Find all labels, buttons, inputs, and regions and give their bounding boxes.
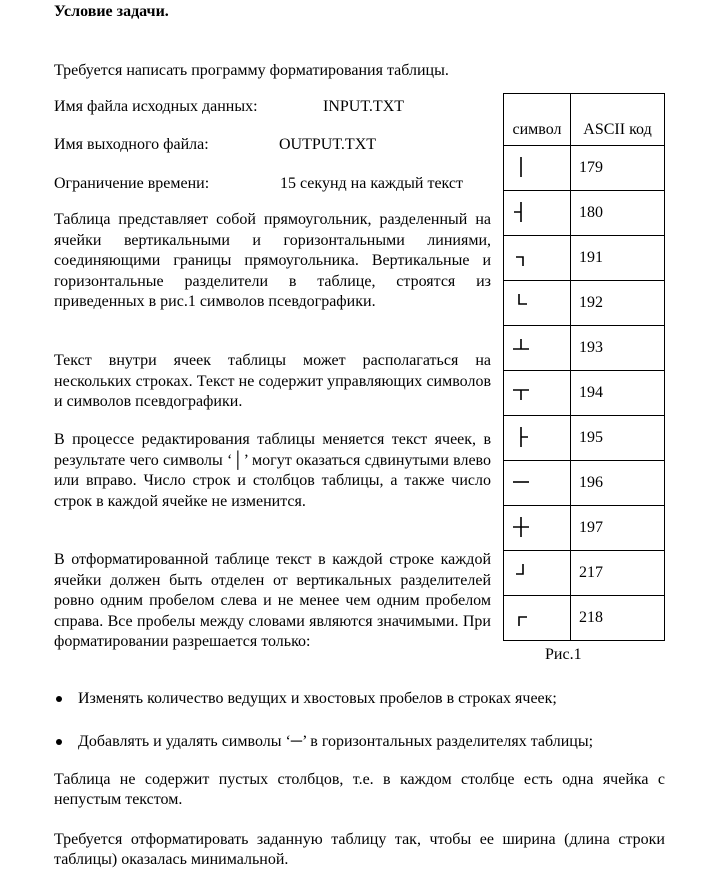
symbol-cell — [504, 461, 571, 506]
symbol-cell — [504, 506, 571, 551]
code-cell: 197 — [571, 506, 665, 551]
code-cell: 217 — [571, 551, 665, 596]
box-up-left-icon — [510, 561, 532, 583]
code-cell: 193 — [571, 326, 665, 371]
code-cell: 194 — [571, 371, 665, 416]
code-cell: 218 — [571, 596, 665, 641]
input-file-value: INPUT.TXT — [323, 98, 405, 115]
symbol-cell — [504, 596, 571, 641]
table-row — [504, 146, 665, 191]
paragraph-format-rules: В отформатированной таблице текст в каждой строке каждой ячейки должен быть отделен от вертикальных разделителей ровно одним пробелом слева и не менее чем одним пробелом справа. Все пробелы между словами являются значимыми. При форматировании разрешается только: — [54, 551, 491, 650]
paragraph-editing: В процессе редактирования таблицы меняется текст ячеек, в результате чего символы ‘│’ могут оказаться сдвинутыми влево или вправо. Число строк и столбцов таблицы, а также число строк в каждой ячейке не изменится. — [54, 431, 491, 510]
page-title: Условие задачи. — [54, 3, 169, 20]
time-limit-value: 15 секунд на каждый текст — [280, 175, 464, 192]
list-item-text: Добавлять и удалять символы ‘─’ в горизонтальных разделителях таблицы; — [78, 733, 594, 750]
code-cell: 195 — [571, 416, 665, 461]
symbol-cell — [504, 236, 571, 281]
code-cell: 196 — [571, 461, 665, 506]
box-vertical-icon — [510, 156, 532, 178]
box-down-left-icon — [510, 246, 532, 268]
code-cell: 179 — [571, 146, 665, 191]
symbol-cell — [504, 371, 571, 416]
box-down-right-icon — [510, 606, 532, 628]
table-row — [504, 236, 665, 281]
input-file-label: Имя файла исходных данных: — [54, 98, 258, 115]
symbol-cell — [504, 326, 571, 371]
code-cell: 180 — [571, 191, 665, 236]
table-row — [504, 506, 665, 551]
box-horizontal-icon — [510, 471, 532, 493]
table-row — [504, 596, 665, 641]
paragraph-table-description: Таблица представляет собой прямоугольник, разделенный на ячейки вертикальными и горизонтальными линиями, соединяющими границы прямоугольника. Вертикальные и горизонтальные разделители в таблице, строятся из приведенных в рис.1 символов псевдографики. — [54, 211, 491, 310]
header-symbol: символ — [504, 94, 571, 146]
paragraph-goal: Требуется отформатировать заданную таблицу так, чтобы ее ширина (длина строки таблицы) оказалась минимальной. — [54, 831, 665, 868]
table-row — [504, 551, 665, 596]
output-file-label: Имя выходного файла: — [54, 136, 209, 153]
box-down-horizontal-icon — [510, 381, 532, 403]
table-row — [504, 461, 665, 506]
symbol-cell — [504, 191, 571, 236]
box-cross-icon — [510, 516, 532, 538]
list-item-text: Изменять количество ведущих и хвостовых пробелов в строках ячеек; — [78, 690, 557, 707]
symbol-cell — [504, 146, 571, 191]
table-row — [504, 326, 665, 371]
list-item — [54, 690, 674, 710]
code-cell: 192 — [571, 281, 665, 326]
table-row — [504, 191, 665, 236]
box-up-horizontal-icon — [510, 336, 532, 358]
allowed-actions-list — [54, 690, 674, 776]
box-vertical-right-icon — [510, 426, 532, 448]
symbol-cell — [504, 281, 571, 326]
list-item — [54, 733, 674, 753]
bullet-icon — [56, 739, 62, 745]
paragraph-no-empty-columns: Таблица не содержит пустых столбцов, т.е. в каждом столбце есть одна ячейка с непустым текстом. — [54, 771, 665, 808]
table-row — [504, 371, 665, 416]
figure-caption: Рис.1 — [545, 646, 582, 663]
symbol-cell — [504, 416, 571, 461]
box-up-right-icon — [510, 291, 532, 313]
ascii-code-table — [503, 93, 665, 641]
table-row — [504, 281, 665, 326]
box-vertical-left-icon — [510, 201, 532, 223]
paragraph-cell-text: Текст внутри ячеек таблицы может располагаться на нескольких строках. Текст не содержит управляющих символов и символов псевдографики. — [54, 352, 491, 410]
output-file-value: OUTPUT.TXT — [279, 136, 377, 153]
symbol-cell — [504, 551, 571, 596]
table-row — [504, 416, 665, 461]
time-limit-label: Ограничение времени: — [54, 175, 210, 192]
header-ascii-code: ASCII код — [571, 94, 665, 146]
code-cell: 191 — [571, 236, 665, 281]
bullet-icon — [56, 696, 62, 702]
intro-text: Требуется написать программу форматирования таблицы. — [54, 62, 449, 79]
ascii-table-header — [504, 94, 665, 146]
